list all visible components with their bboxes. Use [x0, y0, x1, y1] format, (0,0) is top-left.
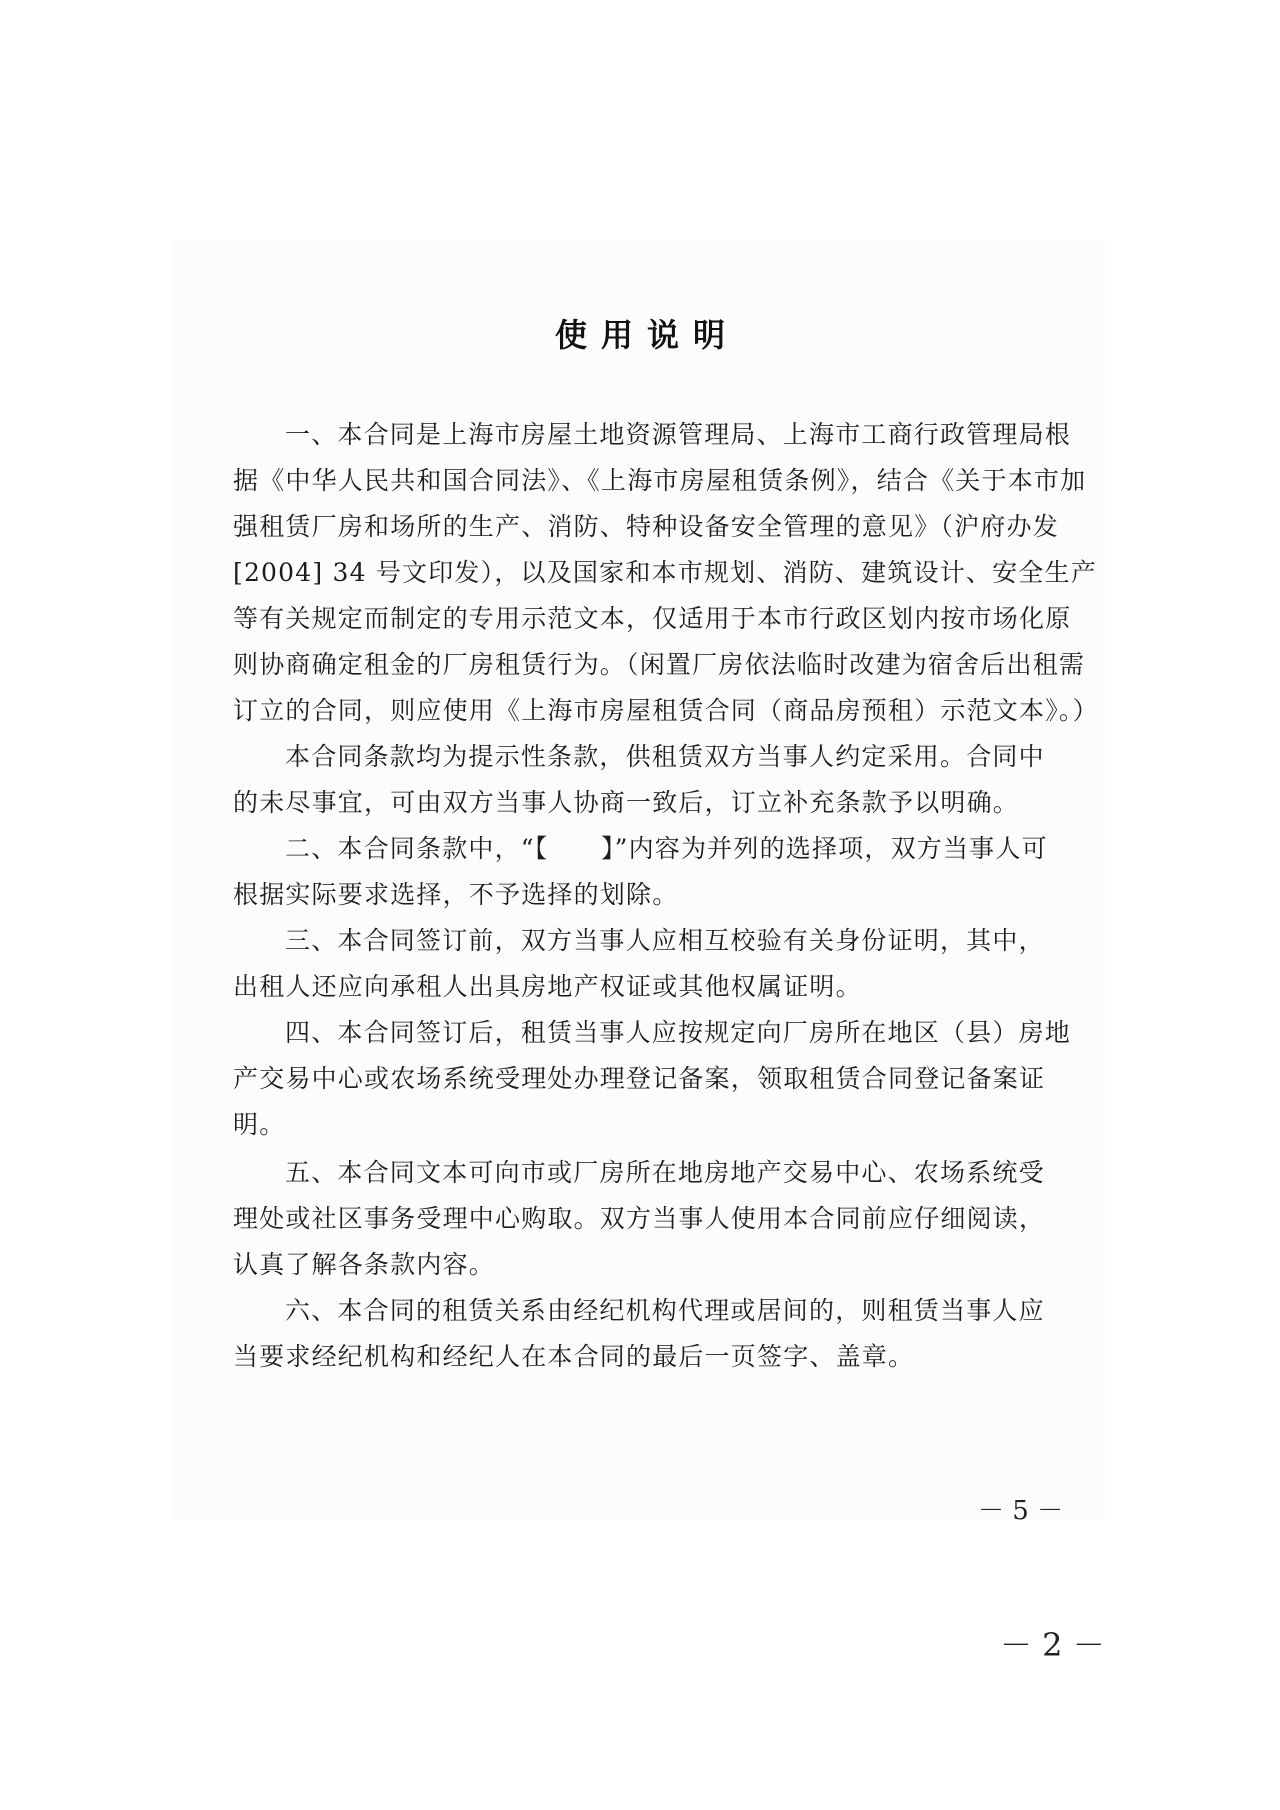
document-title: 使用说明 — [554, 316, 739, 354]
document-body — [233, 412, 1099, 1380]
text-line: 五、本合同文本可向市或厂房所在地房地产交易中心、农场系统受 — [285, 1158, 1045, 1187]
paragraph-1 — [233, 412, 1099, 734]
inner-page-number: － 5 － — [978, 1496, 1064, 1526]
text-line: 产交易中心或农场系统受理处办理登记备案，领取租赁合同登记备案证 — [233, 1064, 1046, 1093]
text-line: 订立的合同，则应使用《上海市房屋租赁合同（商品房预租）示范文本》。） — [233, 696, 1099, 725]
text-line: 则协商确定租金的厂房租赁行为。（闲置厂房依法临时改建为宿舍后出租需 — [233, 650, 1086, 679]
text-line: 理处或社区事务受理中心购取。双方当事人使用本合同前应仔细阅读， — [233, 1204, 1046, 1233]
text-line: 的未尽事宜，可由双方当事人协商一致后，订立补充条款予以明确。 — [233, 788, 1020, 817]
text-line: 等有关规定而制定的专用示范文本，仅适用于本市行政区划内按市场化原 — [233, 604, 1072, 633]
paragraph-3 — [233, 918, 1045, 1010]
text-line: 认真了解各条款内容。 — [233, 1250, 496, 1279]
text-line: 四、本合同签订后，租赁当事人应按规定向厂房所在地区（县）房地 — [285, 1018, 1072, 1047]
paragraph-4 — [233, 1010, 1072, 1148]
text-line: 六、本合同的租赁关系由经纪机构代理或居间的，则租赁当事人应 — [285, 1296, 1045, 1325]
paragraph-1b — [233, 734, 1045, 826]
text-line: 根据实际要求选择，不予选择的划除。 — [233, 880, 679, 909]
paragraph-2 — [233, 826, 1048, 918]
text-line: 本合同条款均为提示性条款，供租赁双方当事人约定采用。合同中 — [285, 742, 1045, 771]
text-line: 出租人还应向承租人出具房地产权证或其他权属证明。 — [233, 972, 862, 1001]
text-line: [2004] 34 号文印发），以及国家和本市规划、消防、建筑设计、安全生产 — [233, 558, 1097, 587]
text-line: 三、本合同签订前，双方当事人应相互校验有关身份证明，其中， — [285, 926, 1045, 955]
text-line: 强租赁厂房和场所的生产、消防、特种设备安全管理的意见》（沪府办发 — [233, 512, 1059, 541]
text-line: 据《中华人民共和国合同法》、《上海市房屋租赁条例》，结合《关于本市加 — [233, 466, 1087, 495]
text-line: 当要求经纪机构和经纪人在本合同的最后一页签字、盖章。 — [233, 1342, 915, 1371]
text-line: 明。 — [233, 1110, 286, 1139]
outer-page-number: － 2 － — [1000, 1626, 1105, 1664]
text-line: 二、本合同条款中，“【 】”内容为并列的选择项，双方当事人可 — [285, 834, 1048, 863]
text-line: 一、本合同是上海市房屋土地资源管理局、上海市工商行政管理局根 — [285, 420, 1072, 449]
paragraph-5 — [233, 1150, 1045, 1288]
paragraph-6 — [233, 1288, 1045, 1380]
